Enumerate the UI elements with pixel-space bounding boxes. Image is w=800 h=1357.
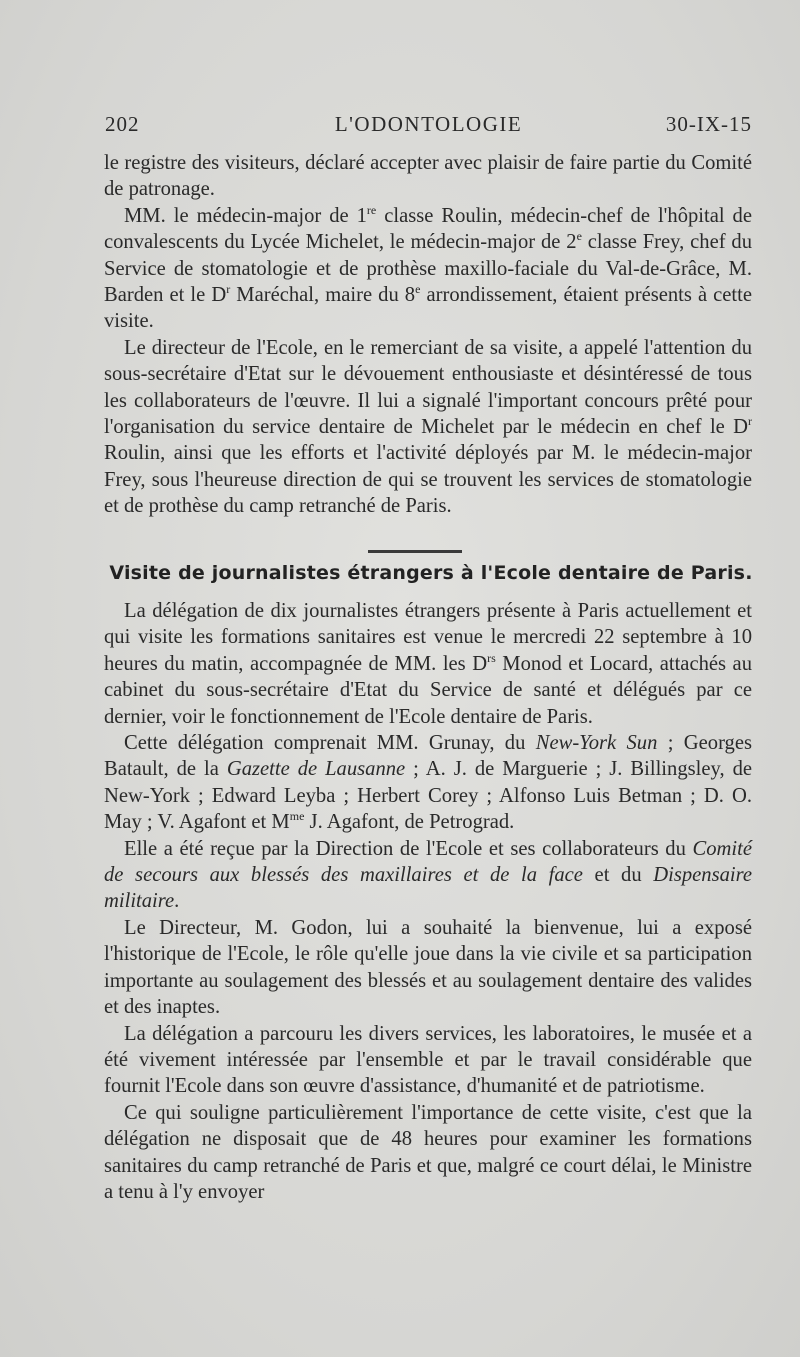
article-continuation <box>104 150 752 520</box>
paragraph: Ce qui souligne particulièrement l'importance de cette visite, c'est que la délégation ne disposait que de 48 heures pour examiner les formations sanitaires du camp retranché de Paris et que, malgré ce court délai, le Ministre a tenu à l'y envoyer <box>104 1101 752 1203</box>
paragraph: La délégation de dix journalistes étrangers présente à Paris actuellement et qui visite les formations sanitaires est venue le mercredi 22 septembre à 10 heures du matin, accompagnée de MM. les $D^{rs}$ Monod et Locard, attachés au cabinet du sous-secrétaire d'Etat du Service de santé et délégués par ce dernier, voir le fonctionnement de l'Ecole dentaire de Paris. <box>104 600 752 728</box>
paragraph: Elle a été reçue par la Direction de l'Ecole et ses collaborateurs du Comité de secours aux blessés des maxillaires et de la face et du Dispensaire militaire. <box>104 837 753 913</box>
running-header <box>105 112 752 142</box>
paragraph: La délégation a parcouru les divers services, les laboratoires, le musée et a été vivement intéressée par l'ensemble et par le travail considérable que fournit l'Ecole dans son œuvre d'assistance, d'humanité et de patriotisme. <box>104 1022 752 1098</box>
article-body <box>104 598 752 1205</box>
paragraph: Le Directeur, M. Godon, lui a souhaité la bienvenue, lui a exposé l'historique de l'Ecole, le rôle qu'elle joue dans la vie civile et sa participation importante au soulagement des blessés et au soulagement dentaire des valides et des inaptes. <box>104 916 752 1019</box>
journal-title: L'ODONTOLOGIE <box>334 112 523 136</box>
section-divider <box>368 550 462 553</box>
section-heading: Visite de journalistes étrangers à l'Ecole dentaire de Paris. <box>109 562 753 584</box>
issue-date: 30-IX-15 <box>665 112 752 136</box>
paragraph: Cette délégation comprenait MM. Grunay, du New-York Sun ; Georges Batault, de la Gazette de Lausanne ; A. J. de Marguerie ; J. Billingsley, de New-York ; Edward Leyba ; Herbert Corey ; Alfonso Luis Betman ; D. O. May ; V. Agafont et $M^{me}$ J. Agafont, de Petrograd. <box>104 732 753 834</box>
paragraph: le registre des visiteurs, déclaré accepter avec plaisir de faire partie du Comité de patronage. <box>104 152 752 201</box>
page-number: 202 <box>105 112 140 136</box>
paragraph: Le directeur de l'Ecole, en le remerciant de sa visite, a appelé l'attention du sous-secrétaire d'Etat sur le dévouement enthousiaste et désintéressé de tous les collaborateurs de l'œuvre. Il lui a signalé l'important concours prêté pour l'organisation du service dentaire de Michelet par le médecin en chef le $D^r$ Roulin, ainsi que les efforts et l'activité déployés par M. le médecin-major Frey, sous l'heureuse direction de qui se trouvent les services de stomatologie et de prothèse du camp retranché de Paris. <box>104 336 752 518</box>
paragraph: MM. le médecin-major de 1re classe Roulin, médecin-chef de l'hôpital de convalescents du Lycée Michelet, le médecin-major de 2e classe Frey, chef du Service de stomatologie et de prothèse maxillo-faciale du Val-de-Grâce, M. Barden et le $D^r$ Maréchal, maire du 8e arrondissement, étaient présents à cette visite. <box>104 202 753 333</box>
